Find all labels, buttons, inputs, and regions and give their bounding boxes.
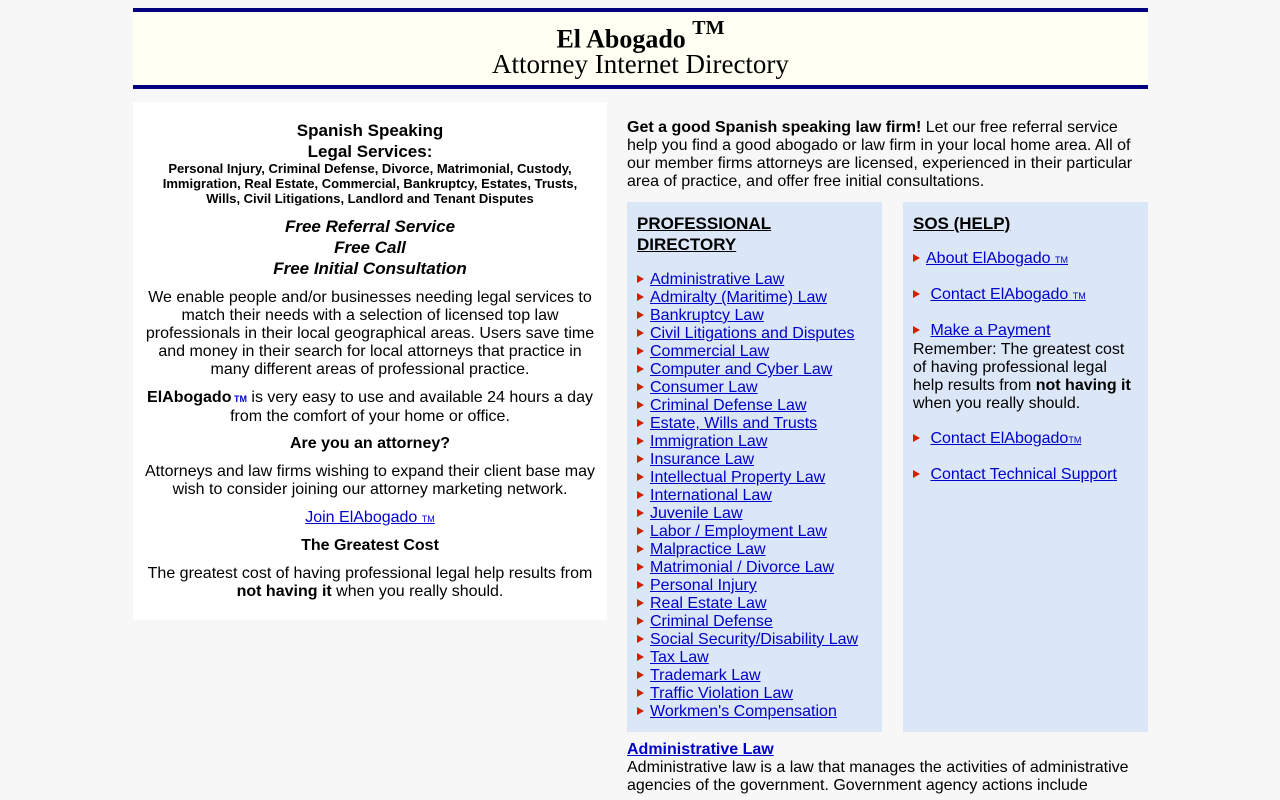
directory-item bbox=[637, 361, 858, 379]
sos-item-support bbox=[913, 466, 1117, 484]
directory-item bbox=[637, 433, 858, 451]
directory-link-traffic-violation-law[interactable]: Traffic Violation Law bbox=[650, 685, 793, 702]
directory-link-intellectual-property-law[interactable]: Intellectual Property Law bbox=[650, 469, 826, 486]
directory-link-social-security-law[interactable]: Social Security/Disability Law bbox=[650, 631, 859, 648]
intro-text: Let our free referral service help you find a good abogado or law firm in your local home area. All of our member firms attorneys are licensed, experienced in their particular area of practice, and offer free initial consultations. bbox=[627, 119, 1133, 190]
directory-link-tax-law[interactable]: Tax Law bbox=[650, 649, 709, 666]
availability-text: is very easy to use and available 24 hours a day from the comfort of your home or office. bbox=[230, 389, 593, 425]
arrow-icon bbox=[637, 635, 644, 643]
directory-item bbox=[637, 487, 858, 505]
free-offers bbox=[133, 216, 607, 279]
directory-item bbox=[637, 523, 858, 541]
intro-headline: Get a good Spanish speaking law firm! bbox=[627, 119, 922, 136]
directory-link-juvenile-law[interactable]: Juvenile Law bbox=[650, 505, 743, 522]
about-elabogado-link[interactable] bbox=[926, 250, 1068, 267]
contact-link-2-tm: TM bbox=[1068, 435, 1082, 445]
sos-item-contact-2 bbox=[913, 430, 1081, 449]
arrow-icon bbox=[637, 275, 644, 283]
arrow-icon bbox=[637, 599, 644, 607]
directory-heading-line2: DIRECTORY bbox=[637, 235, 737, 254]
directory-item bbox=[637, 559, 858, 577]
arrow-icon bbox=[637, 401, 644, 409]
referral-intro bbox=[627, 119, 1148, 191]
greatest-cost-paragraph bbox=[143, 565, 597, 601]
intro-paragraph: We enable people and/or businesses needing legal services to match their needs with a selection of licensed top law professionals in their local geographical areas. Users save time and money in their search for local attorneys that practice in many different areas of professional practice. bbox=[145, 289, 595, 378]
directory-item bbox=[637, 415, 858, 433]
directory-link-immigration-law[interactable]: Immigration Law bbox=[650, 433, 768, 450]
directory-heading-line1: PROFESSIONAL bbox=[637, 214, 772, 233]
services-list: Personal Injury, Criminal Defense, Divorce, Matrimonial, Custody, Immigration, Real Estate, Commercial, Bankruptcy, Estates, Trusts, Wills, Civil Litigations, Landlord and Tenant Disputes bbox=[162, 161, 578, 206]
sos-item-payment bbox=[913, 322, 1051, 340]
arrow-icon bbox=[913, 326, 920, 334]
arrow-icon bbox=[913, 290, 920, 298]
arrow-icon bbox=[913, 254, 920, 262]
directory-link-insurance-law[interactable]: Insurance Law bbox=[650, 451, 755, 468]
site-header bbox=[133, 8, 1148, 89]
arrow-icon bbox=[637, 653, 644, 661]
directory-link-malpractice-law[interactable]: Malpractice Law bbox=[650, 541, 766, 558]
arrow-icon bbox=[637, 545, 644, 553]
about-link-tm: TM bbox=[1055, 255, 1068, 265]
remember-text-start: Remember: The greatest cost of having professional legal help results from bbox=[913, 341, 1125, 394]
sos-item-contact bbox=[913, 286, 1086, 305]
directory-item bbox=[637, 307, 858, 325]
arrow-icon bbox=[637, 293, 644, 301]
directory-link-bankruptcy-law[interactable]: Bankruptcy Law bbox=[650, 307, 764, 324]
contact-link-tm: TM bbox=[1072, 291, 1086, 301]
directory-link-commercial-law[interactable]: Commercial Law bbox=[650, 343, 770, 360]
sos-heading: SOS (HELP) bbox=[913, 214, 1011, 233]
directory-link-international-law[interactable]: International Law bbox=[650, 487, 772, 504]
directory-item bbox=[637, 289, 858, 307]
contact-link-2-label: Contact ElAbogado bbox=[930, 430, 1069, 447]
services-title-line1: Spanish Speaking bbox=[296, 121, 444, 140]
about-link-label: About ElAbogado bbox=[926, 250, 1051, 267]
directory-link-matrimonial-divorce-law[interactable]: Matrimonial / Divorce Law bbox=[650, 559, 835, 576]
free-consultation-text: Free Initial Consultation bbox=[273, 259, 467, 278]
arrow-icon bbox=[637, 527, 644, 535]
directory-link-administrative-law[interactable]: Administrative Law bbox=[650, 271, 785, 288]
brand-inline: ElAbogado bbox=[147, 389, 232, 406]
greatest-cost-text-end: when you really should. bbox=[331, 583, 504, 600]
directory-link-computer-cyber-law[interactable]: Computer and Cyber Law bbox=[650, 361, 833, 378]
directory-link-criminal-defense[interactable]: Criminal Defense bbox=[650, 613, 773, 630]
directory-link-criminal-defense-law[interactable]: Criminal Defense Law bbox=[650, 397, 807, 414]
directory-item bbox=[637, 667, 858, 685]
directory-item bbox=[637, 451, 858, 469]
arrow-icon bbox=[637, 581, 644, 589]
administrative-law-text: Administrative law is a law that manages the activities of administrative agencies of the government. Government agency actions include bbox=[627, 759, 1129, 794]
contact-link-label: Contact ElAbogado bbox=[930, 286, 1069, 303]
professional-directory bbox=[627, 202, 882, 732]
arrow-icon bbox=[637, 473, 644, 481]
directory-item bbox=[637, 685, 858, 703]
free-referral-text: Free Referral Service bbox=[284, 217, 456, 236]
arrow-icon bbox=[637, 419, 644, 427]
arrow-icon bbox=[637, 329, 644, 337]
directory-heading bbox=[637, 213, 771, 255]
directory-item bbox=[637, 397, 858, 415]
remember-text-end: when you really should. bbox=[913, 395, 1081, 412]
greatest-cost-text-start: The greatest cost of having professional legal help results from bbox=[147, 565, 593, 582]
join-link-tm: TM bbox=[421, 514, 435, 524]
directory-link-estate-wills-trusts[interactable]: Estate, Wills and Trusts bbox=[650, 415, 818, 432]
arrow-icon bbox=[637, 383, 644, 391]
arrow-icon bbox=[637, 509, 644, 517]
directory-item bbox=[637, 505, 858, 523]
directory-item bbox=[637, 541, 858, 559]
make-payment-link[interactable]: Make a Payment bbox=[930, 322, 1051, 339]
attorney-paragraph: Attorneys and law firms wishing to expand their client base may wish to consider joining our attorney marketing network. bbox=[145, 463, 595, 498]
administrative-law-heading-link[interactable]: Administrative Law bbox=[627, 741, 774, 758]
free-call-text: Free Call bbox=[334, 238, 406, 257]
availability-paragraph bbox=[143, 389, 597, 426]
directory-item bbox=[637, 271, 858, 289]
services-title bbox=[133, 120, 607, 162]
arrow-icon bbox=[637, 311, 644, 319]
arrow-icon bbox=[637, 455, 644, 463]
directory-list bbox=[637, 271, 858, 721]
remember-emphasis: not having it bbox=[1035, 377, 1131, 394]
directory-link-personal-injury[interactable]: Personal Injury bbox=[650, 577, 757, 594]
sos-remember-text bbox=[913, 341, 1141, 413]
arrow-icon bbox=[637, 365, 644, 373]
sos-help-panel bbox=[903, 202, 1148, 732]
directory-link-workmens-compensation[interactable]: Workmen's Compensation bbox=[650, 703, 837, 720]
tm-inline: TM bbox=[233, 394, 247, 404]
contact-elabogado-link-2[interactable] bbox=[930, 430, 1081, 447]
arrow-icon bbox=[637, 707, 644, 715]
arrow-icon bbox=[913, 470, 920, 478]
directory-item bbox=[637, 595, 858, 613]
greatest-cost-emphasis: not having it bbox=[236, 583, 332, 600]
directory-item bbox=[637, 649, 858, 667]
arrow-icon bbox=[637, 671, 644, 679]
directory-link-labor-employment-law[interactable]: Labor / Employment Law bbox=[650, 523, 827, 540]
join-link-label: Join ElAbogado bbox=[305, 509, 418, 526]
sos-item-about bbox=[913, 250, 1068, 269]
arrow-icon bbox=[637, 563, 644, 571]
directory-item bbox=[637, 379, 858, 397]
directory-item bbox=[637, 703, 858, 721]
technical-support-link[interactable]: Contact Technical Support bbox=[930, 466, 1117, 483]
directory-item bbox=[637, 469, 858, 487]
directory-item bbox=[637, 325, 858, 343]
arrow-icon bbox=[637, 689, 644, 697]
arrow-icon bbox=[637, 347, 644, 355]
arrow-icon bbox=[637, 617, 644, 625]
directory-link-civil-litigations[interactable]: Civil Litigations and Disputes bbox=[650, 325, 855, 342]
join-section bbox=[133, 509, 607, 528]
directory-item bbox=[637, 631, 858, 649]
services-title-line2: Legal Services: bbox=[307, 142, 433, 161]
join-link[interactable] bbox=[305, 509, 435, 526]
brand-name: El Abogado bbox=[556, 24, 686, 54]
directory-link-consumer-law[interactable]: Consumer Law bbox=[650, 379, 758, 396]
arrow-icon bbox=[637, 437, 644, 445]
arrow-icon bbox=[637, 491, 644, 499]
contact-elabogado-link[interactable] bbox=[930, 286, 1085, 303]
attorney-question: Are you an attorney? bbox=[289, 435, 451, 452]
directory-link-real-estate-law[interactable]: Real Estate Law bbox=[650, 595, 767, 612]
directory-link-trademark-law[interactable]: Trademark Law bbox=[650, 667, 761, 684]
trademark-mark: TM bbox=[692, 17, 725, 39]
directory-item bbox=[637, 577, 858, 595]
services-panel bbox=[133, 102, 607, 620]
directory-item bbox=[637, 613, 858, 631]
greatest-cost-heading: The Greatest Cost bbox=[301, 537, 439, 554]
directory-link-admiralty-law[interactable]: Admiralty (Maritime) Law bbox=[650, 289, 827, 306]
arrow-icon bbox=[913, 434, 920, 442]
site-subtitle: Attorney Internet Directory bbox=[492, 49, 789, 79]
directory-item bbox=[637, 343, 858, 361]
